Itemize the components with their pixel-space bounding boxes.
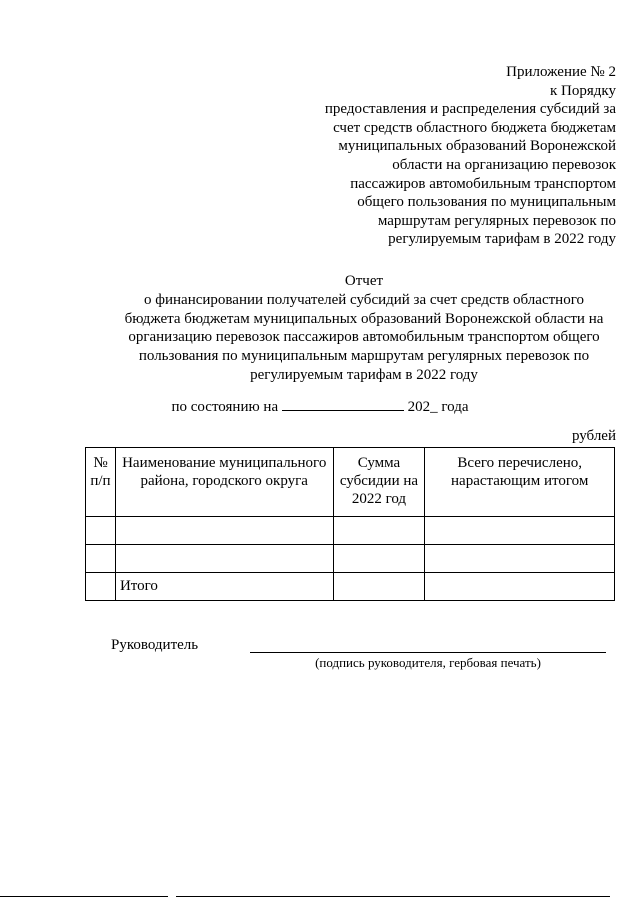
- header-number: [86, 448, 116, 517]
- table-cell[interactable]: [425, 545, 615, 573]
- table-cell[interactable]: [333, 517, 425, 545]
- header-text: п/п: [90, 473, 111, 489]
- header-text: №: [93, 455, 108, 471]
- table-cell[interactable]: [86, 517, 116, 545]
- appendix-line: Приложение № 2: [506, 64, 616, 80]
- signature-label: Руководитель: [111, 637, 199, 653]
- table-header-row: [86, 448, 615, 517]
- as-of-date-line: [0, 396, 640, 416]
- report-title-line: бюджета бюджетам муниципальных образований Воронежской области на: [124, 310, 604, 327]
- table-total-row: [86, 573, 615, 601]
- table-cell[interactable]: [425, 573, 615, 601]
- header-text: 2022 год: [351, 491, 407, 507]
- appendix-line: маршрутам регулярных перевозок по: [377, 212, 616, 229]
- appendix-line: пассажиров автомобильным транспортом: [350, 175, 616, 192]
- table-cell[interactable]: [333, 573, 425, 601]
- appendix-line: муниципальных образований Воронежской: [338, 138, 616, 155]
- report-title-block: [90, 272, 638, 385]
- table-cell[interactable]: [86, 545, 116, 573]
- currency-unit: рублей: [571, 428, 616, 444]
- appendix-line: области на организацию перевозок: [392, 156, 616, 173]
- header-text: Сумма: [357, 455, 401, 471]
- header-text: нарастающим итогом: [451, 473, 589, 489]
- signature-caption: (подпись руководителя, гербовая печать): [315, 655, 541, 670]
- header-subsidy-sum: [333, 448, 425, 517]
- appendix-block: [286, 63, 616, 249]
- table-cell[interactable]: [115, 545, 333, 573]
- header-text: района, городского округа: [140, 473, 308, 489]
- total-label: Итого: [115, 573, 333, 601]
- signature-line[interactable]: [250, 652, 606, 653]
- header-municipality: [115, 448, 333, 517]
- report-table: [85, 447, 615, 601]
- report-heading: Отчет: [344, 273, 384, 289]
- appendix-line: регулируемым тарифам в 2022 году: [388, 231, 616, 248]
- appendix-line: к Порядку: [550, 82, 616, 99]
- header-total-transferred: [425, 448, 615, 517]
- report-title-line: регулируемым тарифам в 2022 году: [250, 366, 478, 383]
- appendix-line: предоставления и распределения субсидий за: [324, 101, 616, 118]
- table-cell[interactable]: [115, 517, 333, 545]
- footer-rule: [0, 896, 168, 897]
- as-of-prefix: по состоянию на: [171, 399, 279, 415]
- report-title-line: организацию перевозок пассажиров автомобильным транспортом общего: [128, 329, 600, 346]
- date-blank-field[interactable]: [282, 396, 404, 411]
- report-title-line: о финансировании получателей субсидий за счет средств областного: [144, 291, 584, 308]
- report-title-line: пользования по муниципальным маршрутам регулярных перевозок по: [138, 348, 590, 365]
- footer-rule: [176, 896, 610, 897]
- as-of-year: 202_ года: [407, 399, 469, 415]
- table-row: [86, 517, 615, 545]
- table-row: [86, 545, 615, 573]
- header-text: субсидии на: [339, 473, 419, 489]
- table-cell[interactable]: [333, 545, 425, 573]
- table-cell[interactable]: [86, 573, 116, 601]
- header-text: Наименование муниципального: [122, 455, 327, 471]
- appendix-line: счет средств областного бюджета бюджетам: [333, 119, 616, 136]
- appendix-line: общего пользования по муниципальным: [357, 194, 616, 211]
- table-cell[interactable]: [425, 517, 615, 545]
- header-text: Всего перечислено,: [457, 455, 583, 471]
